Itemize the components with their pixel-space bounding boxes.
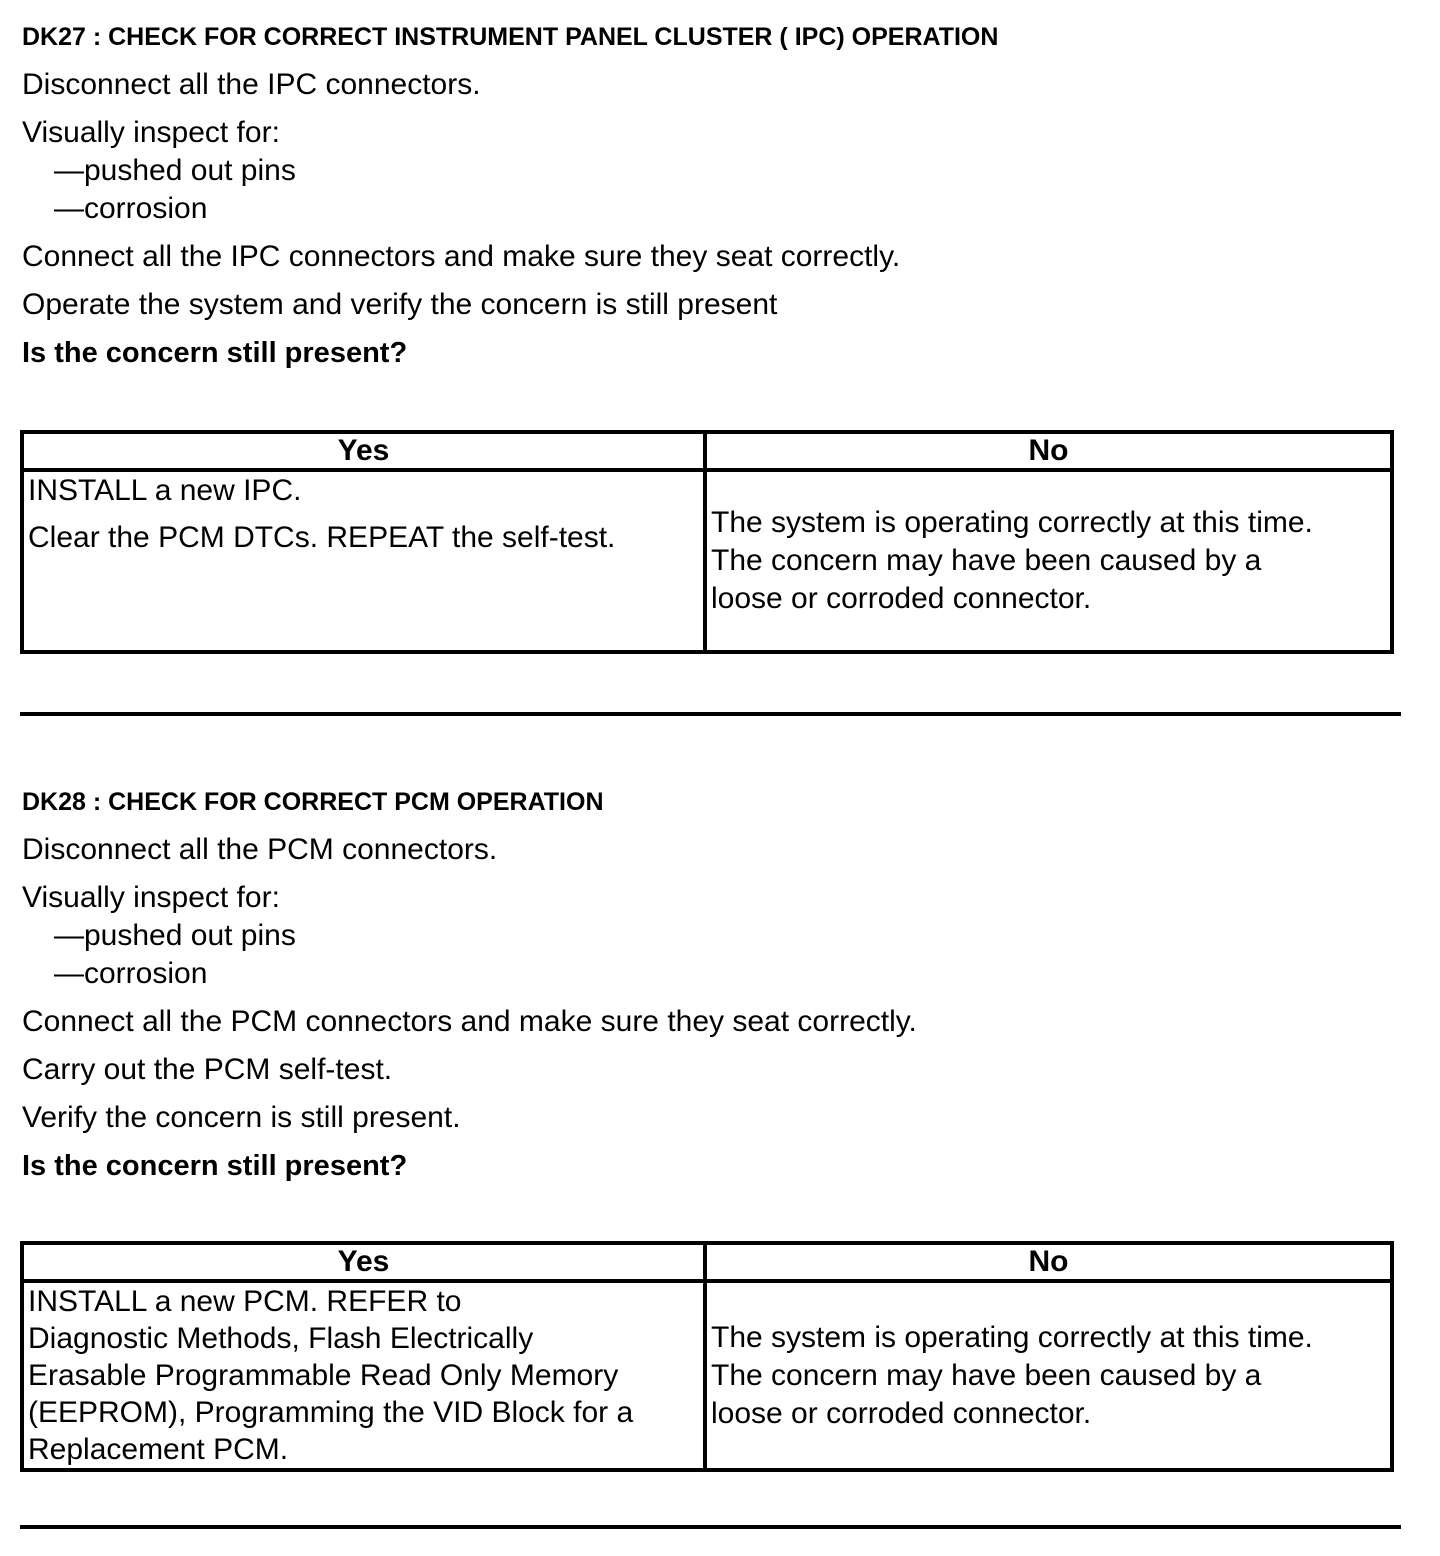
- dk27-title: DK27 : CHECK FOR CORRECT INSTRUMENT PANEL CLUSTER ( IPC) OPERATION: [22, 23, 999, 51]
- dk28-no-cell: [705, 1281, 1392, 1470]
- dk28-yes-no-table: [20, 1241, 1394, 1472]
- dk28-section: [22, 783, 1402, 1185]
- dk28-step-verify: Verify the concern is still present.: [22, 1101, 461, 1134]
- table-row: [22, 470, 1392, 652]
- dk27-no-line: The concern may have been caused by a: [711, 544, 1262, 577]
- dk28-no-header: No: [705, 1243, 1392, 1281]
- dk27-no-cell: [705, 470, 1392, 652]
- dk27-no-header: No: [705, 432, 1392, 470]
- dk28-step-connect: Connect all the PCM connectors and make sure they seat correctly.: [22, 1005, 917, 1038]
- dk28-step-disconnect: Disconnect all the PCM connectors.: [22, 833, 498, 866]
- dk28-question: Is the concern still present?: [22, 1150, 408, 1182]
- dk28-yes-line: Diagnostic Methods, Flash Electrically: [28, 1322, 534, 1355]
- dk27-inspect-item-corrosion: —corrosion: [54, 192, 208, 225]
- dk27-yes-line: Clear the PCM DTCs. REPEAT the self-test.: [28, 521, 616, 554]
- dk27-question: Is the concern still present?: [22, 337, 408, 369]
- table-header-row: [22, 432, 1392, 470]
- dk27-inspect-item-pins: —pushed out pins: [54, 154, 296, 187]
- dk27-no-line: loose or corroded connector.: [711, 582, 1092, 615]
- dk27-section: [22, 18, 1402, 372]
- dk27-step-operate: Operate the system and verify the concern is still present: [22, 288, 778, 321]
- dk28-yes-cell: [22, 1281, 705, 1470]
- section-divider: [20, 1525, 1401, 1529]
- dk28-yes-line: Replacement PCM.: [28, 1433, 289, 1466]
- dk28-yes-line: INSTALL a new PCM. REFER to: [28, 1285, 462, 1318]
- dk27-step-connect: Connect all the IPC connectors and make sure they seat correctly.: [22, 240, 901, 273]
- table-row: [22, 1281, 1392, 1470]
- dk27-step-inspect: Visually inspect for:: [22, 116, 280, 149]
- dk28-step-self-test: Carry out the PCM self-test.: [22, 1053, 393, 1086]
- dk27-yes-cell: [22, 470, 705, 652]
- dk27-yes-header: Yes: [22, 432, 705, 470]
- dk28-no-line: The concern may have been caused by a: [711, 1358, 1262, 1392]
- dk27-yes-no-table: [20, 430, 1394, 654]
- dk28-yes-line: (EEPROM), Programming the VID Block for a: [28, 1396, 634, 1429]
- section-divider: [20, 712, 1401, 716]
- dk28-inspect-item-pins: —pushed out pins: [54, 919, 296, 952]
- dk28-title: DK28 : CHECK FOR CORRECT PCM OPERATION: [22, 788, 604, 816]
- dk27-yes-line: INSTALL a new IPC.: [28, 474, 302, 507]
- dk28-inspect-item-corrosion: —corrosion: [54, 957, 208, 990]
- dk28-yes-header: Yes: [22, 1243, 705, 1281]
- dk27-no-line: The system is operating correctly at this time.: [711, 506, 1313, 539]
- dk27-step-disconnect: Disconnect all the IPC connectors.: [22, 68, 481, 101]
- table-header-row: [22, 1243, 1392, 1281]
- dk28-no-line: loose or corroded connector.: [711, 1396, 1092, 1430]
- dk28-yes-line: Erasable Programmable Read Only Memory: [28, 1359, 619, 1392]
- dk28-step-inspect: Visually inspect for:: [22, 881, 280, 914]
- dk28-no-line: The system is operating correctly at this time.: [711, 1320, 1313, 1354]
